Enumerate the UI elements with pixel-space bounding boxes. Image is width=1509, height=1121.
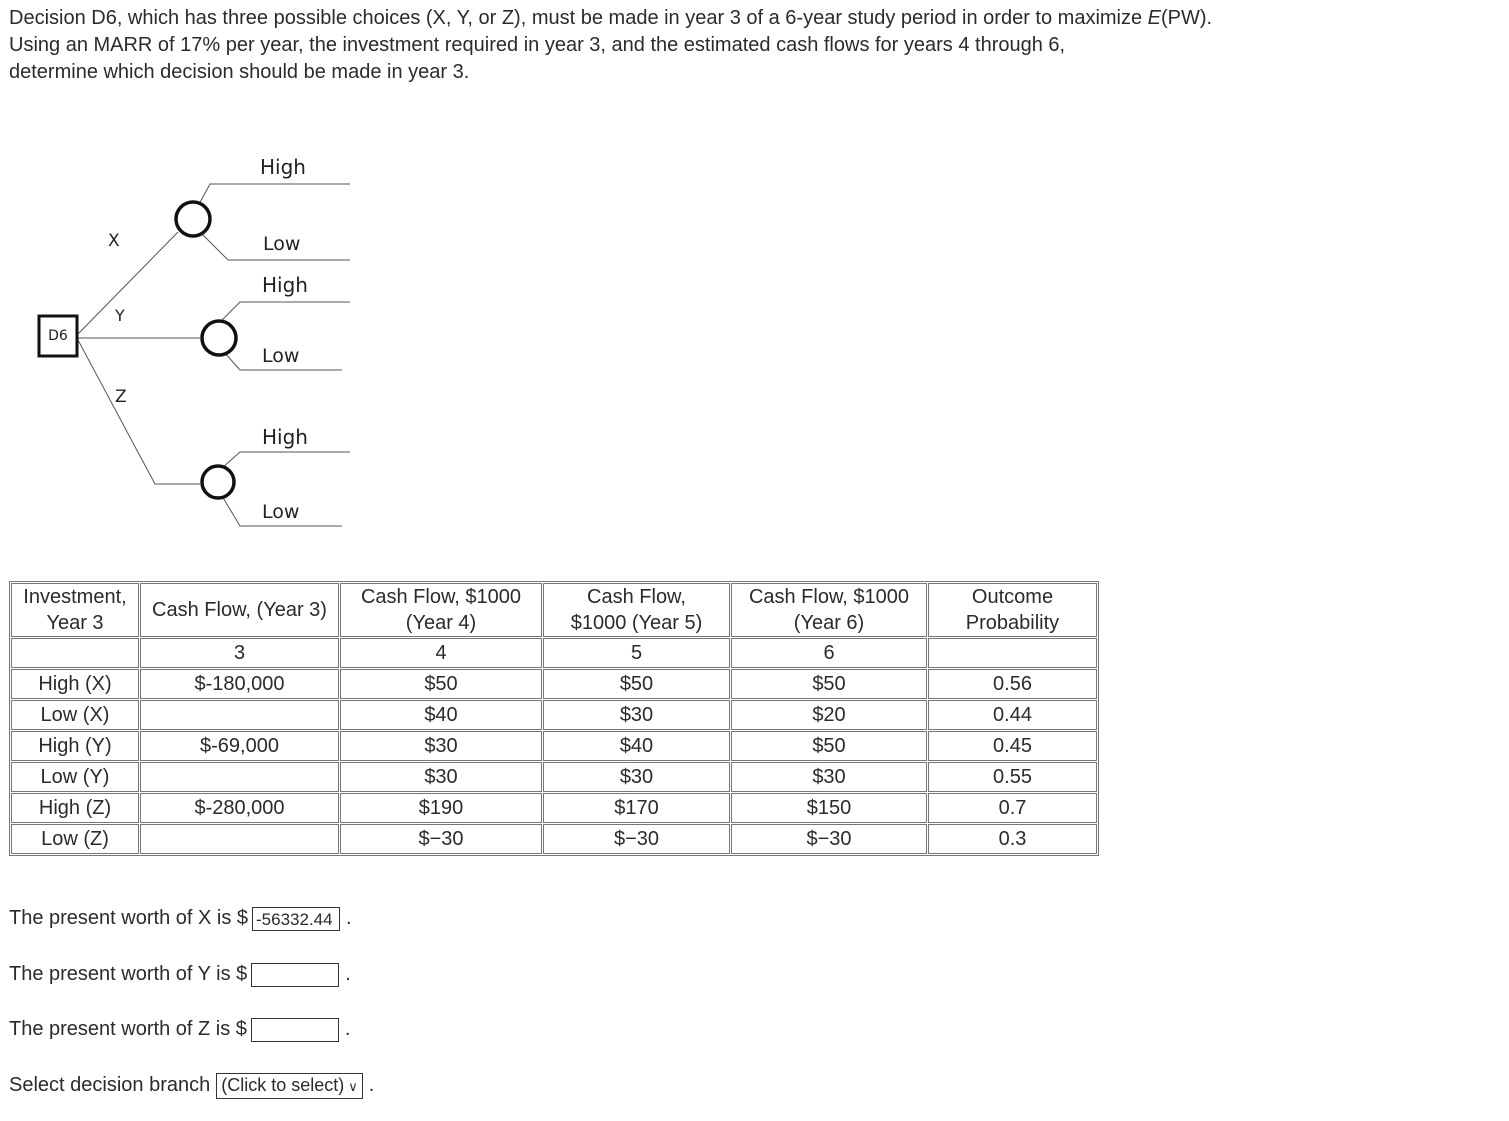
header-cell — [928, 583, 1097, 637]
cash-flow-cell: $−30 — [340, 824, 542, 854]
cash-flow-table — [9, 581, 1099, 856]
outcome-label-x-high: High — [260, 155, 306, 179]
problem-line-1-end: (PW). — [1161, 7, 1213, 29]
question-pw-x — [9, 904, 352, 932]
table-row — [11, 700, 1097, 730]
outcome-label-z-high: High — [262, 425, 308, 449]
cash-flow-cell: $30 — [543, 700, 730, 730]
investment-cell — [140, 762, 339, 792]
decision-tree — [0, 140, 400, 540]
pw-y-input[interactable] — [251, 963, 339, 987]
period: . — [344, 1018, 351, 1040]
year-cell: 6 — [731, 638, 927, 668]
problem-statement — [9, 5, 1489, 86]
table-header-row — [11, 583, 1097, 637]
header-line: Year 3 — [46, 612, 104, 634]
year-cell — [928, 638, 1097, 668]
investment-cell: $-180,000 — [140, 669, 339, 699]
investment-cell — [140, 700, 339, 730]
outcome-cell: Low (Z) — [11, 824, 139, 854]
outcome-label-z-low: Low — [262, 501, 300, 523]
header-line: Cash Flow, $1000 — [360, 586, 522, 608]
probability-cell: 0.7 — [928, 793, 1097, 823]
probability-cell: 0.56 — [928, 669, 1097, 699]
header-line: Investment, — [23, 586, 127, 608]
question-pw-y — [9, 960, 351, 988]
year-cell: 3 — [140, 638, 339, 668]
header-line: Cash Flow, $1000 — [748, 586, 910, 608]
branch-z-line — [78, 340, 200, 484]
outcome-cell: High (Z) — [11, 793, 139, 823]
cash-flow-cell: $40 — [340, 700, 542, 730]
select-branch-label: Select decision branch — [9, 1074, 211, 1096]
header-cell — [731, 583, 927, 637]
header-line: $1000 (Year 5) — [570, 612, 703, 634]
branch-x-line — [78, 232, 178, 334]
decision-node-label: D6 — [48, 328, 68, 344]
header-cell — [340, 583, 542, 637]
cash-flow-cell: $170 — [543, 793, 730, 823]
table-row — [11, 824, 1097, 854]
header-line: Cash Flow, (Year 3) — [152, 599, 327, 621]
outcome-line-z-high — [222, 452, 350, 468]
year-row — [11, 638, 1097, 668]
problem-line-1-text: Decision D6, which has three possible choices (X, Y, or Z), must be made in year 3 of a 6-year study period in order to maximize — [9, 7, 1148, 29]
chevron-down-icon: ∨ — [348, 1078, 358, 1094]
table-row — [11, 731, 1097, 761]
header-cell — [543, 583, 730, 637]
cash-flow-cell: $30 — [731, 762, 927, 792]
outcome-cell: Low (Y) — [11, 762, 139, 792]
problem-line-3: determine which decision should be made in year 3. — [9, 61, 470, 83]
pw-x-input[interactable]: -56332.44 — [252, 907, 340, 931]
probability-cell: 0.44 — [928, 700, 1097, 730]
chance-node-x — [176, 202, 210, 236]
year-cell — [11, 638, 139, 668]
period: . — [345, 963, 351, 985]
outcome-label-y-low: Low — [262, 345, 300, 367]
cash-flow-cell: $150 — [731, 793, 927, 823]
outcome-label-x-low: Low — [263, 233, 301, 255]
table-row — [11, 669, 1097, 699]
cash-flow-cell: $−30 — [543, 824, 730, 854]
header-cell — [11, 583, 139, 637]
year-cell: 5 — [543, 638, 730, 668]
cash-flow-cell: $50 — [340, 669, 542, 699]
pw-z-input[interactable] — [251, 1018, 339, 1042]
branch-z-label: Z — [115, 387, 127, 407]
cash-flow-cell: $30 — [543, 762, 730, 792]
header-line: (Year 6) — [793, 612, 865, 634]
cash-flow-cell: $−30 — [731, 824, 927, 854]
chance-node-y — [202, 321, 236, 355]
problem-line-1 — [9, 5, 1489, 32]
probability-cell: 0.55 — [928, 762, 1097, 792]
period: . — [346, 907, 352, 929]
decision-branch-select[interactable] — [216, 1073, 363, 1099]
investment-cell — [140, 824, 339, 854]
year-cell: 4 — [340, 638, 542, 668]
chance-node-z — [202, 466, 234, 498]
investment-cell: $-280,000 — [140, 793, 339, 823]
question-pw-z — [9, 1015, 350, 1043]
branch-x-label: X — [108, 231, 120, 251]
pw-x-label: The present worth of X is $ — [9, 907, 249, 929]
cash-flow-cell: $50 — [543, 669, 730, 699]
outcome-label-y-high: High — [262, 273, 308, 297]
cash-flow-cell: $50 — [731, 731, 927, 761]
cash-flow-cell: $50 — [731, 669, 927, 699]
cash-flow-cell: $30 — [340, 762, 542, 792]
pw-y-label: The present worth of Y is $ — [9, 963, 248, 985]
cash-flow-cell: $190 — [340, 793, 542, 823]
header-cell — [140, 583, 339, 637]
probability-cell: 0.45 — [928, 731, 1097, 761]
table-row — [11, 762, 1097, 792]
cash-flow-cell: $30 — [340, 731, 542, 761]
header-line: Outcome — [971, 586, 1054, 608]
outcome-cell: High (X) — [11, 669, 139, 699]
header-line: Cash Flow, — [587, 586, 686, 608]
problem-line-2: Using an MARR of 17% per year, the investment required in year 3, and the estimated cash flows for years 4 through 6, — [9, 34, 1066, 56]
probability-cell: 0.3 — [928, 824, 1097, 854]
branch-y-label: Y — [115, 306, 125, 325]
table-row — [11, 793, 1097, 823]
investment-cell: $-69,000 — [140, 731, 339, 761]
expected-symbol: E — [1147, 7, 1162, 29]
header-line: Probability — [965, 612, 1060, 634]
outcome-cell: High (Y) — [11, 731, 139, 761]
header-line: (Year 4) — [405, 612, 477, 634]
period: . — [368, 1074, 375, 1096]
question-select-branch — [9, 1071, 374, 1099]
outcome-cell: Low (X) — [11, 700, 139, 730]
outcome-line-y-high — [222, 302, 350, 320]
outcome-line-x-high — [198, 184, 350, 206]
cash-flow-cell: $20 — [731, 700, 927, 730]
cash-flow-cell: $40 — [543, 731, 730, 761]
pw-z-label: The present worth of Z is $ — [9, 1018, 247, 1040]
select-value: (Click to select) — [221, 1074, 345, 1095]
